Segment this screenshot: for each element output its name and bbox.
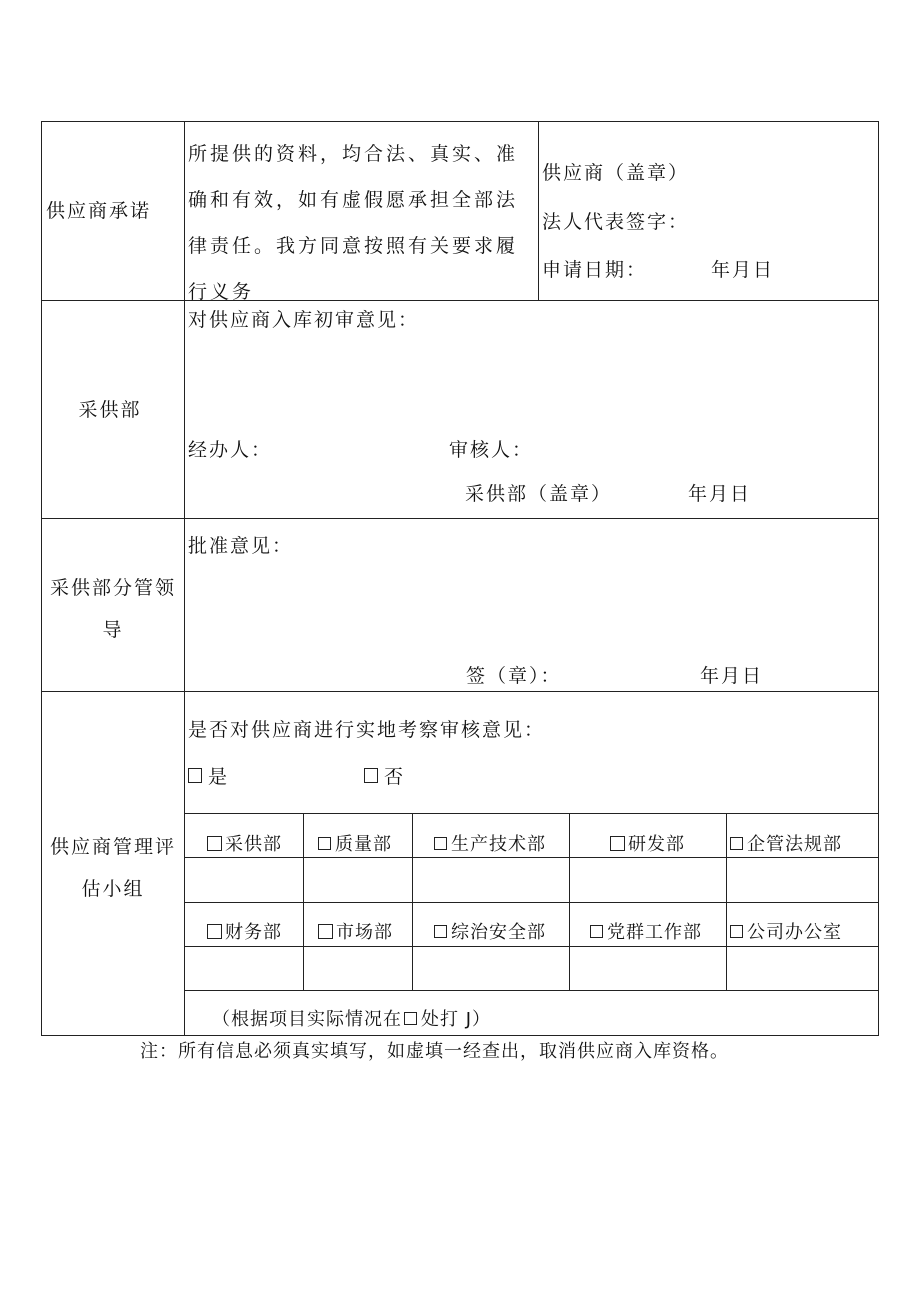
label-column-divider bbox=[184, 121, 185, 1036]
site-inspection-no[interactable] bbox=[364, 765, 405, 789]
dept-checkbox-finance[interactable] bbox=[207, 922, 282, 944]
commitment-divider bbox=[538, 121, 539, 300]
dept-checkbox-quality[interactable] bbox=[318, 834, 392, 856]
checkbox-icon[interactable] bbox=[434, 925, 447, 938]
dept-label: 生产技术部 bbox=[451, 834, 546, 855]
dept-grid-line-3 bbox=[184, 946, 879, 947]
dept-col-divider-2 bbox=[412, 813, 413, 990]
checkbox-icon[interactable] bbox=[207, 924, 222, 939]
dept-checkbox-production-tech[interactable] bbox=[434, 834, 546, 856]
application-date-label: 申请日期： bbox=[542, 259, 648, 281]
reviewer-label[interactable]: 审核人： bbox=[449, 439, 534, 461]
checkbox-icon[interactable] bbox=[434, 837, 447, 850]
yes-label: 是 bbox=[208, 766, 230, 788]
commitment-text: 所提供的资料，均合法、真实、准确和有效，如有虚假愿承担全部法律责任。我方同意按照有关要求履行义务 bbox=[188, 143, 519, 303]
dept-grid-line-1 bbox=[184, 857, 879, 858]
checkbox-icon[interactable] bbox=[318, 924, 333, 939]
instruction-suffix: 处打 J） bbox=[421, 1009, 492, 1030]
dept-label: 公司办公室 bbox=[747, 922, 842, 943]
approval-opinion-label: 批准意见： bbox=[188, 535, 294, 557]
checkbox-icon[interactable] bbox=[730, 837, 743, 850]
dept-checkbox-legal[interactable] bbox=[730, 834, 842, 856]
dept-label: 党群工作部 bbox=[607, 922, 702, 943]
dept-grid-top bbox=[184, 813, 879, 814]
legal-rep-signature-label[interactable]: 法人代表签字： bbox=[542, 211, 690, 233]
dept-checkbox-market[interactable] bbox=[318, 922, 393, 944]
instruction-prefix: （根据项目实际情况在 bbox=[212, 1009, 402, 1030]
footnote: 注：所有信息必须真实填写，如虚填一经查出，取消供应商入库资格。 bbox=[140, 1041, 729, 1062]
evaluation-group-label: 供应商管理评估小组 bbox=[49, 836, 176, 900]
checkbox-icon[interactable] bbox=[207, 836, 222, 851]
dept-label: 市场部 bbox=[336, 922, 393, 943]
procurement-stamp-label: 采供部（盖章） bbox=[465, 483, 613, 505]
row-divider-2 bbox=[41, 518, 879, 519]
checkbox-icon[interactable] bbox=[610, 836, 625, 851]
procurement-date-ymd[interactable]: 年月日 bbox=[688, 483, 752, 505]
dept-checkbox-office[interactable] bbox=[730, 922, 842, 944]
site-inspection-question: 是否对供应商进行实地考察审核意见： bbox=[188, 719, 546, 741]
checkbox-icon[interactable] bbox=[318, 837, 331, 850]
checkbox-icon[interactable] bbox=[364, 768, 378, 783]
preliminary-opinion-label: 对供应商入库初审意见： bbox=[188, 309, 420, 331]
procurement-leader-label: 采供部分管领导 bbox=[49, 577, 176, 641]
application-date-ymd[interactable]: 年月日 bbox=[711, 259, 775, 281]
no-label: 否 bbox=[384, 766, 406, 788]
dept-label: 综治安全部 bbox=[451, 922, 546, 943]
dept-label: 采供部 bbox=[225, 834, 282, 855]
supplier-stamp-label: 供应商（盖章） bbox=[542, 162, 690, 184]
leader-date-ymd[interactable]: 年月日 bbox=[700, 665, 764, 687]
leader-sign-label[interactable]: 签（章）： bbox=[466, 665, 562, 687]
checkbox-icon bbox=[404, 1012, 417, 1025]
dept-label: 研发部 bbox=[628, 834, 685, 855]
dept-grid-line-2 bbox=[184, 902, 879, 903]
procurement-dept-label: 采供部 bbox=[78, 399, 142, 421]
handler-label[interactable]: 经办人： bbox=[188, 439, 273, 461]
checkbox-icon[interactable] bbox=[730, 925, 743, 938]
dept-label: 财务部 bbox=[225, 922, 282, 943]
dept-col-divider-4 bbox=[726, 813, 727, 990]
dept-checkbox-procurement[interactable] bbox=[207, 834, 282, 856]
supplier-commitment-label: 供应商承诺 bbox=[46, 200, 152, 222]
row-divider-3 bbox=[41, 691, 879, 692]
dept-col-divider-3 bbox=[569, 813, 570, 990]
dept-checkbox-rnd[interactable] bbox=[610, 834, 685, 856]
site-inspection-yes[interactable] bbox=[188, 765, 229, 789]
checkbox-icon[interactable] bbox=[590, 925, 603, 938]
dept-col-divider-1 bbox=[303, 813, 304, 990]
checkbox-icon[interactable] bbox=[188, 768, 202, 783]
dept-label: 质量部 bbox=[335, 834, 392, 855]
checkbox-instruction bbox=[212, 1008, 491, 1032]
dept-grid-bottom bbox=[184, 990, 879, 991]
dept-label: 企管法规部 bbox=[747, 834, 842, 855]
dept-checkbox-safety[interactable] bbox=[434, 922, 546, 944]
dept-checkbox-party-affairs[interactable] bbox=[590, 922, 702, 944]
